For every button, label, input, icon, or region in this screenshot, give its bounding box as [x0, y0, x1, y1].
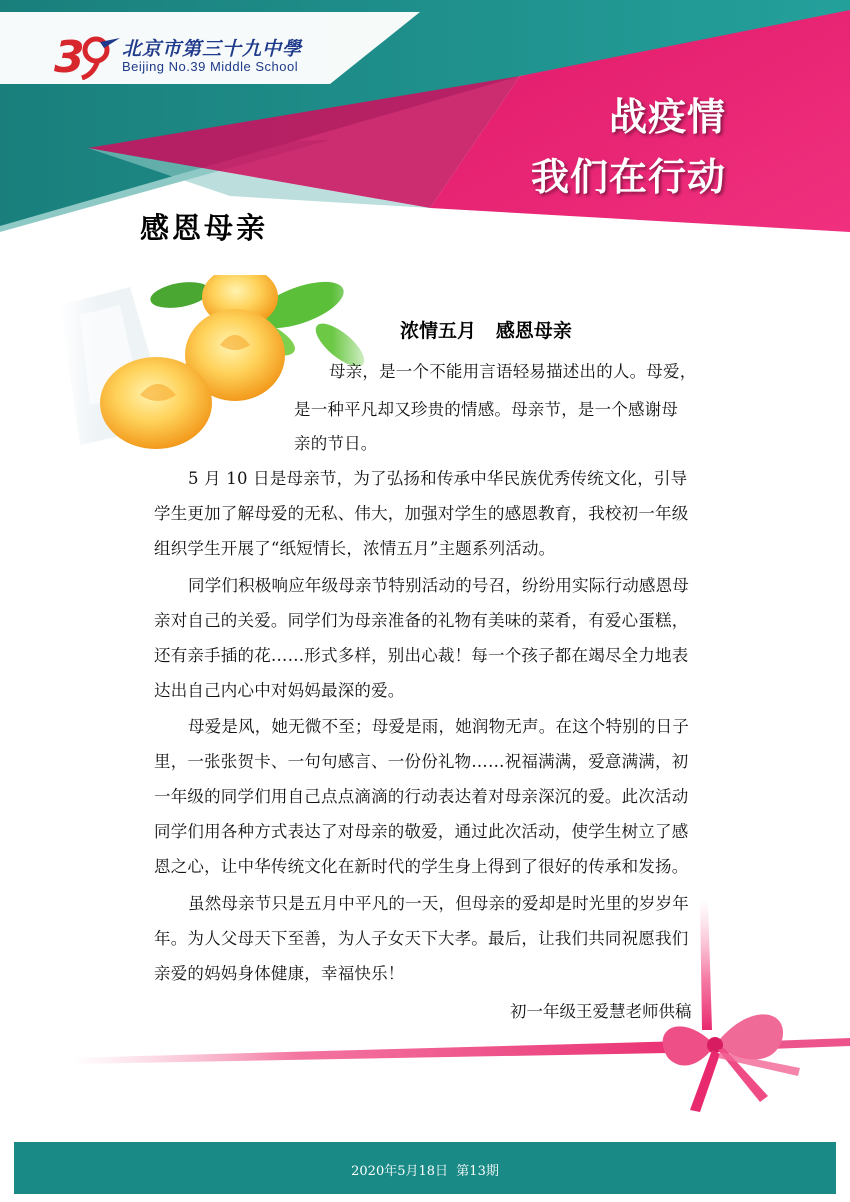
paragraph-1-line-2: 是一种平凡却又珍贵的情感。母亲节，是一个感谢母: [294, 400, 679, 419]
paragraph-5-line-3: 亲爱的妈妈身体健康，幸福快乐！: [154, 964, 405, 983]
section-title: 感恩母亲: [140, 211, 269, 245]
paragraph-3-line-4: 达出自己内心中对妈妈最深的爱。: [154, 681, 405, 700]
paragraph-4-line-2: 里，一张张贺卡、一句句感言、一份份礼物……祝福满满，爱意满满，初: [154, 752, 689, 771]
school-name-cn: 北京市第三十九中學: [122, 38, 303, 60]
paragraph-3-line-1: 同学们积极响应年级母亲节特别活动的号召，纷纷用实际行动感恩母: [188, 576, 689, 595]
paragraph-5-line-1: 虽然母亲节只是五月中平凡的一天，但母亲的爱却是时光里的岁岁年: [188, 894, 689, 913]
article-signature: 初一年级王爱慧老师供稿: [510, 1002, 692, 1021]
paragraph-3-line-2: 亲对自己的关爱。同学们为母亲准备的礼物有美味的菜肴，有爱心蛋糕，: [154, 611, 689, 630]
paragraph-2-line-3: 组织学生开展了“纸短情长，浓情五月”主题系列活动。: [154, 539, 556, 558]
paragraph-2-line-2: 学生更加了解母爱的无私、伟大，加强对学生的感恩教育，我校初一年级: [154, 504, 689, 523]
banner-title-line1: 战疫情: [608, 95, 726, 139]
banner-title-line2: 我们在行动: [530, 155, 726, 199]
school-name-en: Beijing No.39 Middle School: [122, 59, 299, 74]
article-title: 浓情五月 感恩母亲: [400, 320, 572, 342]
paragraph-4-line-3: 一年级的同学们用自己点点滴滴的行动表达着对母亲深沉的爱。此次活动: [154, 787, 689, 806]
paragraph-4-line-5: 恩之心，让中华传统文化在新时代的学生身上得到了很好的传承和发扬。: [154, 857, 689, 876]
paragraph-4-line-1: 母爱是风，她无微不至；母爱是雨，她润物无声。在这个特别的日子: [188, 717, 689, 736]
paragraph-1-line-1: 母亲，是一个不能用言语轻易描述出的人。母爱，: [329, 362, 697, 381]
paragraph-1-line-3: 亲的节日。: [294, 434, 378, 453]
paragraph-3-line-3: 还有亲手插的花……形式多样，别出心裁！每一个孩子都在竭尽全力地表: [154, 646, 689, 665]
footer-issue-date: 2020年5月18日 第13期: [351, 1164, 499, 1179]
paragraph-4-line-4: 同学们用各种方式表达了对母亲的敬爱，通过此次活动，使学生树立了感: [154, 822, 689, 841]
footer-bar: [14, 1142, 836, 1194]
paragraph-5-line-2: 年。为人父母天下至善，为人子女天下大孝。最后，让我们共同祝愿我们: [154, 929, 689, 948]
svg-text:3: 3: [54, 32, 85, 80]
paragraph-2-line-1: 5 月 10 日是母亲节，为了弘扬和传承中华民族优秀传统文化，引导: [188, 469, 688, 488]
